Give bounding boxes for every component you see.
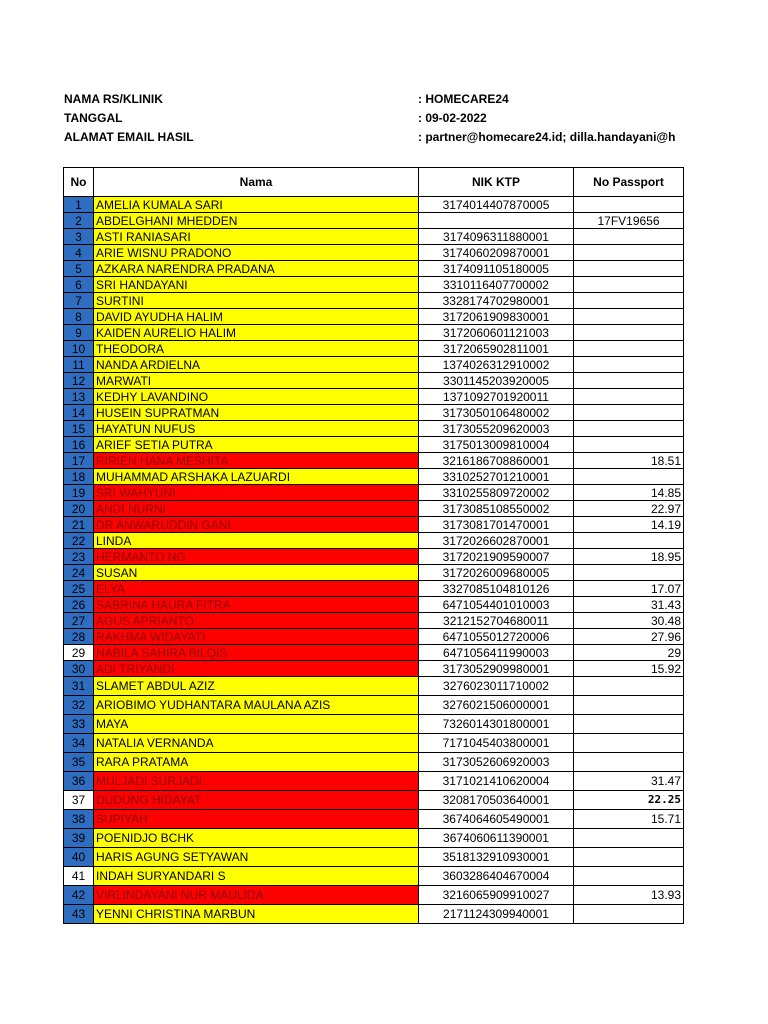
row-nik-cell: 3518132910930001 (419, 848, 574, 867)
row-name-cell: RIRIEN HANA MESHITA (94, 453, 419, 469)
table-row (64, 677, 684, 696)
row-nik-cell: 3175013009810004 (419, 437, 574, 453)
row-name-cell: ARIOBIMO YUDHANTARA MAULANA AZIS (94, 696, 419, 715)
row-number-cell: 12 (64, 373, 94, 389)
row-name-cell: DAVID AYUDHA HALIM (94, 309, 419, 325)
col-header-passport: No Passport (574, 168, 684, 197)
row-passport-cell (574, 341, 684, 357)
table-row (64, 597, 684, 613)
row-name-cell: DUDUNG HIDAYAT (94, 791, 419, 810)
row-number-cell: 2 (64, 213, 94, 229)
row-number-cell: 28 (64, 629, 94, 645)
row-nik-cell: 3674060611390001 (419, 829, 574, 848)
row-name-cell: NATALIA VERNANDA (94, 734, 419, 753)
row-nik-cell: 3174014407870005 (419, 197, 574, 213)
table-row (64, 485, 684, 501)
row-number-cell: 41 (64, 867, 94, 886)
table-row (64, 886, 684, 905)
row-passport-cell (574, 469, 684, 485)
row-nik-cell: 1374026312910002 (419, 357, 574, 373)
row-passport-cell (574, 245, 684, 261)
row-passport-cell (574, 565, 684, 581)
row-number-cell: 26 (64, 597, 94, 613)
row-passport-cell (574, 357, 684, 373)
row-passport-cell: 15.92 (574, 661, 684, 677)
table-row (64, 437, 684, 453)
row-passport-cell: 31.47 (574, 772, 684, 791)
row-nik-cell: 2171124309940001 (419, 905, 574, 924)
row-nik-cell: 3171021410620004 (419, 772, 574, 791)
col-header-nik: NIK KTP (419, 168, 574, 197)
row-passport-cell: 30.48 (574, 613, 684, 629)
row-nik-cell: 3174096311880001 (419, 229, 574, 245)
row-number-cell: 15 (64, 421, 94, 437)
row-nik-cell: 7326014301800001 (419, 715, 574, 734)
row-name-cell: ANDI NURNI (94, 501, 419, 517)
row-name-cell: ARIEF SETIA PUTRA (94, 437, 419, 453)
row-passport-cell: 14.19 (574, 517, 684, 533)
table-row (64, 645, 684, 661)
table-row (64, 810, 684, 829)
table-row (64, 848, 684, 867)
table-row (64, 309, 684, 325)
row-name-cell: AGUS APRIANTO (94, 613, 419, 629)
row-name-cell: SABRINA HAURA FITRA (94, 597, 419, 613)
row-name-cell: HAYATUN NUFUS (94, 421, 419, 437)
row-nik-cell: 3328174702980001 (419, 293, 574, 309)
row-passport-cell (574, 696, 684, 715)
row-name-cell: SUSAN (94, 565, 419, 581)
row-name-cell: HERMANTO NG (94, 549, 419, 565)
row-number-cell: 6 (64, 277, 94, 293)
row-passport-cell (574, 405, 684, 421)
row-number-cell: 38 (64, 810, 94, 829)
col-header-nama: Nama (94, 168, 419, 197)
row-number-cell: 37 (64, 791, 94, 810)
row-passport-cell: 31.43 (574, 597, 684, 613)
row-passport-cell (574, 277, 684, 293)
table-header-row (64, 168, 684, 197)
row-number-cell: 35 (64, 753, 94, 772)
row-number-cell: 1 (64, 197, 94, 213)
row-number-cell: 11 (64, 357, 94, 373)
row-nik-cell: 3276021506000001 (419, 696, 574, 715)
row-passport-cell (574, 867, 684, 886)
row-name-cell: SURTINI (94, 293, 419, 309)
table-row (64, 389, 684, 405)
table-row (64, 549, 684, 565)
row-name-cell: POENIDJO BCHK (94, 829, 419, 848)
email-label: ALAMAT EMAIL HASIL (64, 130, 194, 144)
row-number-cell: 19 (64, 485, 94, 501)
row-number-cell: 17 (64, 453, 94, 469)
row-passport-cell (574, 753, 684, 772)
row-number-cell: 29 (64, 645, 94, 661)
row-passport-cell (574, 848, 684, 867)
row-name-cell: HARIS AGUNG SETYAWAN (94, 848, 419, 867)
row-nik-cell: 3173085108550002 (419, 501, 574, 517)
row-passport-cell (574, 734, 684, 753)
row-number-cell: 5 (64, 261, 94, 277)
row-nik-cell: 3172026009680005 (419, 565, 574, 581)
row-number-cell: 23 (64, 549, 94, 565)
row-number-cell: 7 (64, 293, 94, 309)
row-number-cell: 34 (64, 734, 94, 753)
row-number-cell: 22 (64, 533, 94, 549)
row-nik-cell: 3172026602870001 (419, 533, 574, 549)
table-row (64, 791, 684, 810)
row-passport-cell (574, 293, 684, 309)
row-name-cell: MAYA (94, 715, 419, 734)
row-nik-cell: 3172065902811001 (419, 341, 574, 357)
table-row (64, 213, 684, 229)
row-nik-cell: 3208170503640001 (419, 791, 574, 810)
row-passport-cell (574, 197, 684, 213)
row-passport-cell: 14.85 (574, 485, 684, 501)
row-name-cell: ASTI RANIASARI (94, 229, 419, 245)
row-name-cell: ELYA (94, 581, 419, 597)
row-name-cell: NANDA ARDIELNA (94, 357, 419, 373)
table-row (64, 373, 684, 389)
rs-label: NAMA RS/KLINIK (64, 92, 163, 106)
row-nik-cell: 3173055209620003 (419, 421, 574, 437)
row-number-cell: 10 (64, 341, 94, 357)
row-nik-cell (419, 213, 574, 229)
row-passport-cell (574, 905, 684, 924)
email-value: : partner@homecare24.id; dilla.handayani@h (418, 130, 676, 144)
row-name-cell: SRI WAHYUNI (94, 485, 419, 501)
table-row (64, 565, 684, 581)
row-number-cell: 42 (64, 886, 94, 905)
row-name-cell: SLAMET ABDUL AZIZ (94, 677, 419, 696)
row-name-cell: AZKARA NARENDRA PRADANA (94, 261, 419, 277)
row-nik-cell: 7171045403800001 (419, 734, 574, 753)
row-nik-cell: 3310255809720002 (419, 485, 574, 501)
row-number-cell: 43 (64, 905, 94, 924)
row-nik-cell: 3216186708860001 (419, 453, 574, 469)
row-name-cell: HUSEIN SUPRATMAN (94, 405, 419, 421)
row-nik-cell: 3174091105180005 (419, 261, 574, 277)
row-passport-cell (574, 325, 684, 341)
row-number-cell: 20 (64, 501, 94, 517)
row-passport-cell (574, 677, 684, 696)
row-number-cell: 21 (64, 517, 94, 533)
row-number-cell: 16 (64, 437, 94, 453)
rs-value: : HOMECARE24 (418, 92, 509, 106)
table-row (64, 734, 684, 753)
table-row (64, 357, 684, 373)
row-number-cell: 39 (64, 829, 94, 848)
patient-table (63, 167, 684, 924)
table-row (64, 197, 684, 213)
row-number-cell: 8 (64, 309, 94, 325)
row-passport-cell: 13.93 (574, 886, 684, 905)
row-passport-cell: 29 (574, 645, 684, 661)
date-label: TANGGAL (64, 111, 123, 125)
table-row (64, 277, 684, 293)
row-name-cell: AMELIA KUMALA SARI (94, 197, 419, 213)
row-passport-cell (574, 829, 684, 848)
row-number-cell: 24 (64, 565, 94, 581)
row-name-cell: ADI TRIYANDI (94, 661, 419, 677)
row-passport-cell (574, 229, 684, 245)
table-row (64, 533, 684, 549)
row-number-cell: 18 (64, 469, 94, 485)
row-number-cell: 33 (64, 715, 94, 734)
row-number-cell: 27 (64, 613, 94, 629)
row-number-cell: 32 (64, 696, 94, 715)
row-nik-cell: 3174060209870001 (419, 245, 574, 261)
row-number-cell: 36 (64, 772, 94, 791)
row-nik-cell: 3172060601121003 (419, 325, 574, 341)
row-name-cell: MARWATI (94, 373, 419, 389)
row-nik-cell: 6471054401010003 (419, 597, 574, 613)
row-name-cell: INDAH SURYANDARI S (94, 867, 419, 886)
table-row (64, 229, 684, 245)
row-nik-cell: 3172021909590007 (419, 549, 574, 565)
row-name-cell: VIRLINDAYANI NUR MAULIDA (94, 886, 419, 905)
row-number-cell: 13 (64, 389, 94, 405)
table-row (64, 341, 684, 357)
date-value: : 09-02-2022 (418, 111, 487, 125)
table-row (64, 517, 684, 533)
row-nik-cell: 3173052909980001 (419, 661, 574, 677)
row-passport-cell: 17FV19656 (574, 213, 684, 229)
row-passport-cell: 18.95 (574, 549, 684, 565)
table-row (64, 469, 684, 485)
table-row (64, 421, 684, 437)
table-row (64, 715, 684, 734)
row-passport-cell (574, 437, 684, 453)
row-number-cell: 3 (64, 229, 94, 245)
row-name-cell: ARIE WISNU PRADONO (94, 245, 419, 261)
table-row (64, 661, 684, 677)
row-name-cell: DR ANWARUDDIN GANI (94, 517, 419, 533)
table-row (64, 581, 684, 597)
row-passport-cell: 22.97 (574, 501, 684, 517)
table-row (64, 261, 684, 277)
row-name-cell: ABDELGHANI MHEDDEN (94, 213, 419, 229)
row-name-cell: YENNI CHRISTINA MARBUN (94, 905, 419, 924)
row-nik-cell: 3212152704680011 (419, 613, 574, 629)
row-nik-cell: 3173081701470001 (419, 517, 574, 533)
row-nik-cell: 3172061909830001 (419, 309, 574, 325)
row-name-cell: THEODORA (94, 341, 419, 357)
row-nik-cell: 3276023011710002 (419, 677, 574, 696)
row-nik-cell: 3216065909910027 (419, 886, 574, 905)
row-passport-cell: 22.25 (574, 791, 684, 810)
row-nik-cell: 3310252701210001 (419, 469, 574, 485)
table-body (64, 197, 684, 924)
row-passport-cell: 27.96 (574, 629, 684, 645)
row-number-cell: 14 (64, 405, 94, 421)
row-name-cell: MUHAMMAD ARSHAKA LAZUARDI (94, 469, 419, 485)
table-row (64, 905, 684, 924)
row-name-cell: LINDA (94, 533, 419, 549)
row-passport-cell (574, 421, 684, 437)
table-row (64, 867, 684, 886)
row-nik-cell: 3173050106480002 (419, 405, 574, 421)
row-nik-cell: 3173052606920003 (419, 753, 574, 772)
row-passport-cell (574, 715, 684, 734)
row-name-cell: KEDHY LAVANDINO (94, 389, 419, 405)
row-number-cell: 30 (64, 661, 94, 677)
table-row (64, 325, 684, 341)
table-row (64, 829, 684, 848)
table-row (64, 293, 684, 309)
row-nik-cell: 3310116407700002 (419, 277, 574, 293)
row-passport-cell (574, 261, 684, 277)
row-name-cell: RAKHMA WIDAYATI (94, 629, 419, 645)
row-passport-cell (574, 533, 684, 549)
table-row (64, 696, 684, 715)
row-passport-cell: 15.71 (574, 810, 684, 829)
row-nik-cell: 3327085104810126 (419, 581, 574, 597)
row-name-cell: RARA PRATAMA (94, 753, 419, 772)
row-passport-cell: 17.07 (574, 581, 684, 597)
row-number-cell: 40 (64, 848, 94, 867)
table-row (64, 245, 684, 261)
row-number-cell: 9 (64, 325, 94, 341)
row-passport-cell (574, 373, 684, 389)
row-name-cell: NABILA SAHIRA BILQIS (94, 645, 419, 661)
table-row (64, 405, 684, 421)
table-row (64, 501, 684, 517)
row-number-cell: 4 (64, 245, 94, 261)
row-number-cell: 25 (64, 581, 94, 597)
row-nik-cell: 3674064605490001 (419, 810, 574, 829)
row-name-cell: SRI HANDAYANI (94, 277, 419, 293)
row-name-cell: SUPIYAH (94, 810, 419, 829)
row-passport-cell (574, 309, 684, 325)
row-nik-cell: 6471056411990003 (419, 645, 574, 661)
row-passport-cell: 18.51 (574, 453, 684, 469)
row-nik-cell: 6471055012720006 (419, 629, 574, 645)
row-passport-cell (574, 389, 684, 405)
table-row (64, 772, 684, 791)
table-row (64, 753, 684, 772)
row-number-cell: 31 (64, 677, 94, 696)
col-header-no: No (64, 168, 94, 197)
row-nik-cell: 1371092701920011 (419, 389, 574, 405)
row-name-cell: KAIDEN AURELIO HALIM (94, 325, 419, 341)
table-row (64, 629, 684, 645)
row-name-cell: MULJADI SURJADI (94, 772, 419, 791)
table-row (64, 453, 684, 469)
row-nik-cell: 3603286404670004 (419, 867, 574, 886)
row-nik-cell: 3301145203920005 (419, 373, 574, 389)
table-row (64, 613, 684, 629)
